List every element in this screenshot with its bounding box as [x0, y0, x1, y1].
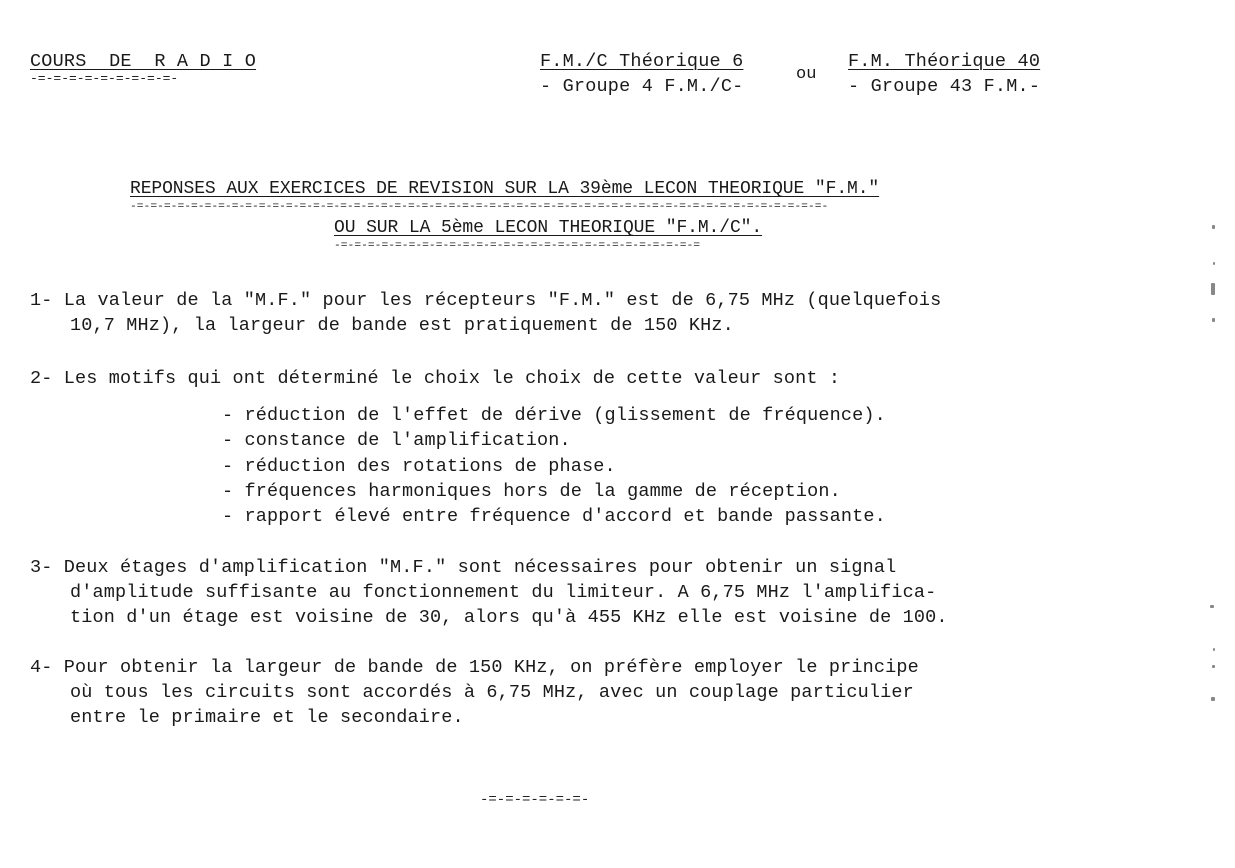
scan-speck	[1213, 648, 1215, 651]
answer-4-line-1: 4- Pour obtenir la largeur de bande de 150 KHz, on préfère employer le principe	[30, 657, 919, 678]
answer-2-motives-list	[222, 403, 886, 529]
answer-1-line-1: 1- La valeur de la "M.F." pour les récepteurs "F.M." est de 6,75 MHz (quelquefois	[30, 290, 942, 311]
group-reference-fm: - Groupe 43 F.M.-	[848, 76, 1041, 97]
answer-1	[30, 288, 1180, 338]
scan-speck	[1212, 225, 1215, 229]
list-item: - réduction de l'effet de dérive (glissement de fréquence).	[222, 405, 886, 426]
answer-3-line-1: 3- Deux étages d'amplification "M.F." sont nécessaires pour obtenir un signal	[30, 557, 897, 578]
scan-speck	[1210, 605, 1214, 608]
answer-3	[30, 555, 1180, 630]
answer-4-line-2: où tous les circuits sont accordés à 6,75 MHz, avec un couplage particulier	[70, 682, 914, 703]
answer-2-line-1: 2- Les motifs qui ont déterminé le choix le choix de cette valeur sont :	[30, 368, 841, 389]
answer-3-line-2: d'amplitude suffisante au fonctionnement du limiteur. A 6,75 MHz l'amplifica-	[70, 582, 937, 603]
scan-speck	[1212, 665, 1215, 668]
list-item: - rapport élevé entre fréquence d'accord et bande passante.	[222, 506, 886, 528]
document-title-line1: REPONSES AUX EXERCICES DE REVISION SUR LA 39ème LECON THEORIQUE "F.M."	[130, 179, 880, 199]
scan-speck	[1211, 697, 1215, 701]
title-line2-dashes: -=-=-=-=-=-=-=-=-=-=-=-=-=-=-=-=-=-=-=-=-=-=-=-=-=-=-=	[334, 240, 701, 252]
scan-speck	[1211, 283, 1215, 295]
lesson-reference-fm: F.M. Théorique 40	[848, 51, 1041, 72]
footer-separator: -=-=-=-=-=-=-	[480, 792, 590, 808]
or-connector: ou	[796, 65, 817, 84]
title-line1-dashes: -=-=-=-=-=-=-=-=-=-=-=-=-=-=-=-=-=-=-=-=-=-=-=-=-=-=-=-=-=-=-=-=-=-=-=-=-=-=-=-=-=-=-=-=-=-=-=-=-=-=-=-	[130, 201, 829, 213]
list-item: - réduction des rotations de phase.	[222, 455, 616, 477]
list-item: - fréquences harmoniques hors de la gamme de réception.	[222, 480, 841, 502]
answer-4-line-3: entre le primaire et le secondaire.	[70, 707, 464, 728]
answer-1-line-2: 10,7 MHz), la largeur de bande est pratiquement de 150 KHz.	[70, 315, 734, 336]
answer-3-line-3: tion d'un étage est voisine de 30, alors qu'à 455 KHz elle est voisine de 100.	[70, 607, 948, 628]
lesson-reference-fmc: F.M./C Théorique 6	[540, 51, 744, 72]
course-title-dashes: -=-=-=-=-=-=-=-=-=-	[30, 71, 179, 86]
document-title-line2: OU SUR LA 5ème LECON THEORIQUE "F.M./C".	[334, 218, 763, 238]
scan-speck	[1213, 262, 1215, 265]
group-reference-fmc: - Groupe 4 F.M./C-	[540, 76, 744, 97]
scan-speck	[1212, 318, 1215, 322]
answer-2	[30, 366, 1180, 391]
course-title: COURS DE R A D I O	[30, 51, 257, 72]
answer-4	[30, 655, 1180, 730]
list-item: - constance de l'amplification.	[222, 430, 571, 452]
